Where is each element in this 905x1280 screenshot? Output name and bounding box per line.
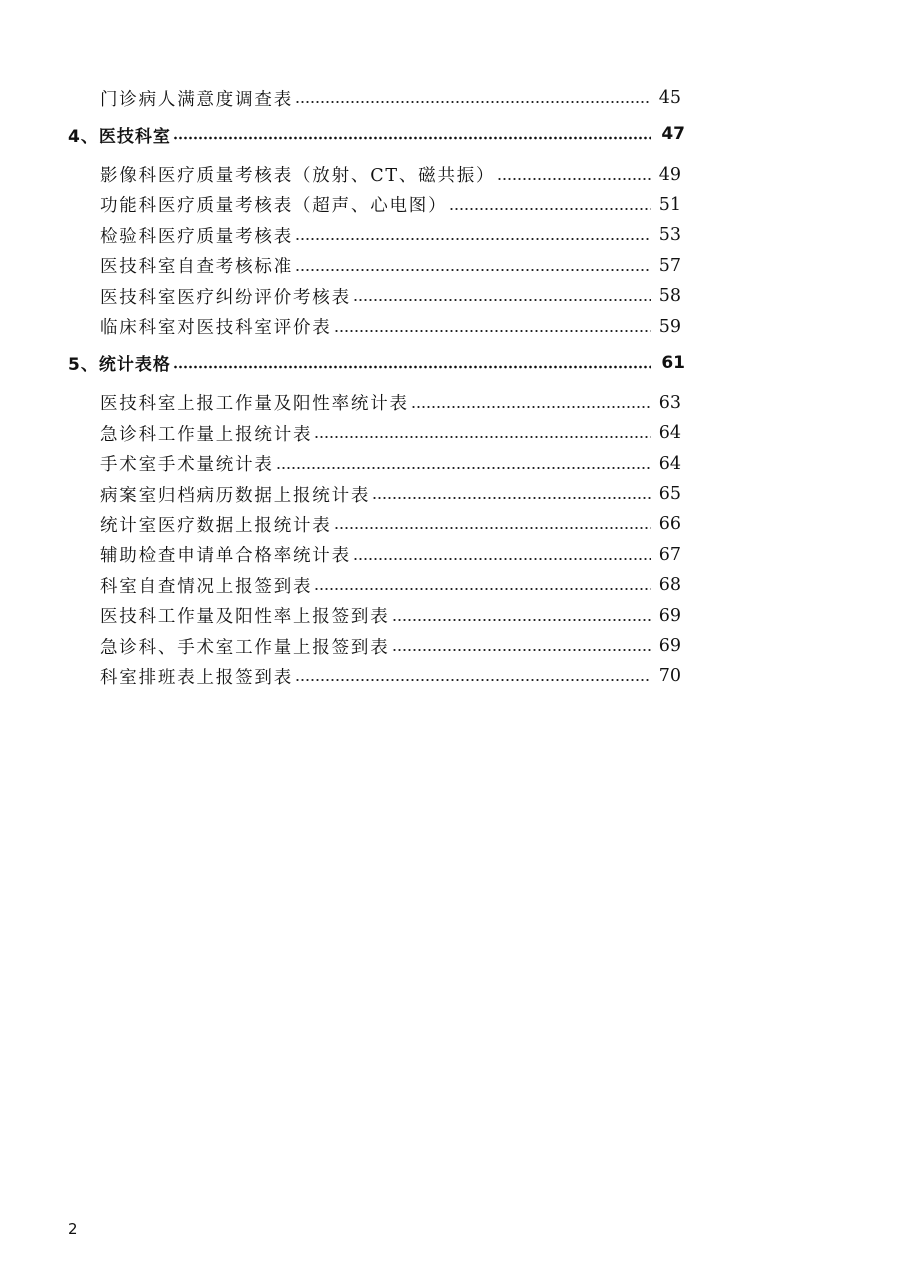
toc-entry-title: 急诊科工作量上报统计表 [100, 424, 313, 445]
toc-page-number: 49 [658, 164, 681, 185]
toc-page-number: 63 [658, 392, 681, 413]
toc-entry[interactable] [68, 311, 685, 341]
toc-entry-title: 科室排班表上报签到表 [100, 667, 293, 688]
dot-leader [276, 449, 651, 479]
toc-entry-title: 医技科室医疗纠纷评价考核表 [100, 287, 351, 308]
toc-entry-title: 门诊病人满意度调查表 [100, 89, 293, 110]
toc-entry[interactable] [68, 570, 685, 600]
dot-leader [392, 601, 651, 631]
dot-leader [497, 160, 650, 190]
dot-leader [334, 509, 651, 539]
toc-entry-title: 医技科室自查考核标准 [100, 257, 293, 278]
toc-page-number: 69 [658, 605, 681, 626]
toc-entry[interactable] [68, 449, 685, 479]
toc-entry[interactable] [68, 281, 685, 311]
toc-entry[interactable] [68, 388, 685, 418]
toc-entry-title: 影像科医疗质量考核表（放射、CT、磁共振） [100, 166, 496, 187]
toc-page-number: 64 [658, 453, 681, 474]
toc-entry[interactable] [68, 220, 685, 250]
dot-leader [173, 119, 651, 149]
dot-leader [314, 418, 650, 448]
toc-page-number: 68 [658, 575, 681, 596]
toc-entry[interactable] [68, 540, 685, 570]
toc-entry-title: 急诊科、手术室工作量上报签到表 [100, 637, 390, 658]
toc-entry-title: 医技科室上报工作量及阳性率统计表 [100, 394, 409, 415]
toc-entry[interactable] [68, 190, 685, 220]
toc-page-number: 64 [658, 423, 681, 444]
toc-page-number: 65 [658, 484, 681, 505]
dot-leader [295, 251, 651, 281]
toc-entry-title: 病案室归档病历数据上报统计表 [100, 485, 371, 506]
toc-entry[interactable] [68, 600, 685, 630]
dot-leader [353, 281, 651, 311]
toc-entry-title: 统计室医疗数据上报统计表 [100, 515, 332, 536]
toc-page-number: 66 [658, 514, 681, 535]
toc-entry[interactable] [68, 661, 685, 691]
toc-entry[interactable] [68, 251, 685, 281]
dot-leader [353, 540, 651, 570]
toc-section-title: 4、医技科室 [68, 126, 171, 147]
dot-leader [173, 348, 651, 378]
toc-entry-title: 临床科室对医技科室评价表 [100, 318, 332, 339]
toc-page-number: 61 [661, 352, 685, 373]
dot-leader [314, 570, 650, 600]
toc-entry[interactable] [68, 83, 685, 113]
toc-entry-title: 辅助检查申请单合格率统计表 [100, 546, 351, 567]
toc-page-number: 59 [658, 316, 681, 337]
page-number: 2 [68, 1220, 78, 1238]
dot-leader [392, 631, 651, 661]
toc-entry[interactable] [68, 159, 685, 189]
toc-page-number: 51 [658, 194, 681, 215]
dot-leader [411, 388, 651, 418]
toc-page-number: 69 [658, 636, 681, 657]
toc-entry-title: 科室自查情况上报签到表 [100, 576, 313, 597]
toc-section-heading[interactable] [68, 348, 685, 378]
dot-leader [295, 83, 651, 113]
dot-leader [295, 661, 651, 691]
toc-entry[interactable] [68, 418, 685, 448]
toc-page-number: 58 [658, 286, 681, 307]
dot-leader [334, 312, 651, 342]
toc-page-number: 47 [661, 124, 685, 145]
toc-page-number: 67 [658, 544, 681, 565]
toc-page-number: 70 [658, 666, 681, 687]
table-of-contents [68, 83, 685, 692]
toc-entry[interactable] [68, 509, 685, 539]
toc-page-number: 53 [658, 225, 681, 246]
dot-leader [372, 479, 651, 509]
toc-section-title: 5、统计表格 [68, 355, 171, 376]
toc-section-heading[interactable] [68, 119, 685, 149]
toc-entry[interactable] [68, 631, 685, 661]
toc-entry-title: 手术室手术量统计表 [100, 455, 274, 476]
dot-leader [449, 190, 650, 220]
toc-entry-title: 功能科医疗质量考核表（超声、心电图） [100, 196, 448, 217]
toc-entry-title: 医技科工作量及阳性率上报签到表 [100, 607, 390, 628]
toc-page-number: 57 [658, 255, 681, 276]
toc-entry[interactable] [68, 479, 685, 509]
toc-entry-title: 检验科医疗质量考核表 [100, 226, 293, 247]
dot-leader [295, 220, 651, 250]
toc-page-number: 45 [658, 88, 681, 109]
